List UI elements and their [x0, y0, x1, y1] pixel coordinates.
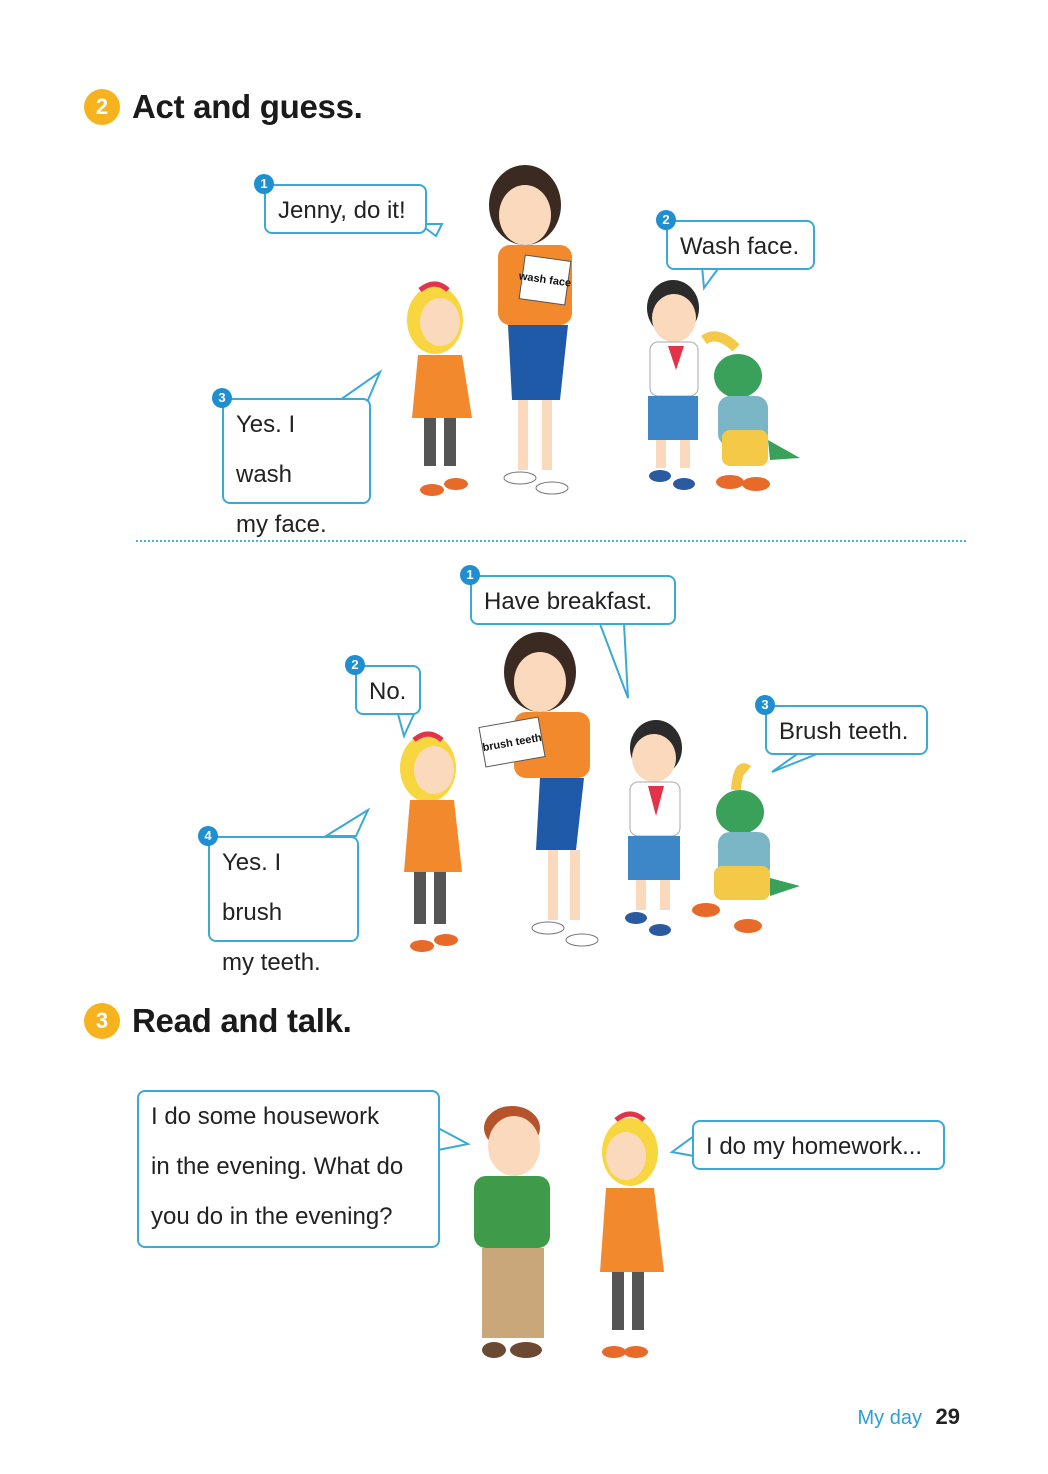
teacher-figure: [489, 165, 572, 494]
dinosaur-figure: [692, 768, 800, 933]
unit-name: My day: [857, 1407, 922, 1429]
card-wash-face: [517, 255, 572, 305]
speech-text-line-1: Yes. I wash: [236, 411, 296, 488]
section-number-badge: 3: [84, 1003, 120, 1039]
card-label: wash face: [518, 270, 572, 290]
page-footer: [857, 1404, 960, 1430]
speech-text-line-1: I do some housework: [151, 1103, 380, 1130]
speech-bubble-yes-i-brush: [204, 828, 359, 976]
speech-bubble-homework: [692, 1120, 945, 1170]
boy-figure: [625, 720, 682, 936]
section-divider: [136, 540, 966, 542]
man-figure: [474, 1106, 550, 1358]
speech-text: No.: [369, 678, 407, 705]
section-number-badge: 2: [84, 89, 120, 125]
speech-bubble-yes-i-wash: [218, 390, 371, 538]
bubble-tail: [438, 1128, 468, 1150]
dinosaur-figure: [704, 336, 800, 491]
speech-text-line-1: Yes. I brush: [222, 849, 283, 926]
speech-text-line-3: you do in the evening?: [151, 1203, 393, 1230]
section-title: Act and guess.: [132, 88, 363, 125]
bubble-tail: [398, 714, 414, 736]
speech-bubble-have-breakfast: [466, 567, 676, 625]
boy-figure: [647, 280, 699, 490]
speech-bubble-jenny-do-it: [260, 176, 427, 234]
speech-text-line-2: my teeth.: [222, 949, 321, 976]
speech-order-badge: 2: [345, 655, 365, 675]
speech-order-badge: 3: [755, 695, 775, 715]
speech-order-badge: 1: [254, 174, 274, 194]
girl-figure: [407, 284, 472, 496]
bubble-tail: [600, 624, 628, 698]
girl-figure: [600, 1114, 664, 1358]
speech-text: Have breakfast.: [484, 588, 653, 615]
speech-order-badge: 1: [460, 565, 480, 585]
speech-text: Jenny, do it!: [278, 197, 406, 224]
speech-text-line-2: in the evening. What do: [151, 1153, 404, 1180]
bubble-tail: [672, 1136, 694, 1156]
girl-figure: [400, 734, 462, 952]
speech-bubble-wash-face: [662, 212, 815, 270]
card-label: brush teeth: [481, 731, 543, 755]
speech-bubble-housework: [137, 1090, 440, 1248]
section-3-heading: [84, 1002, 352, 1040]
speech-text-line-2: my face.: [236, 511, 327, 538]
bubble-tail: [326, 810, 368, 836]
section-title: Read and talk.: [132, 1002, 352, 1039]
speech-text: Brush teeth.: [779, 718, 909, 745]
speech-order-badge: 2: [656, 210, 676, 230]
teacher-figure: [504, 632, 598, 946]
speech-text: I do my homework...: [706, 1133, 923, 1160]
speech-bubble-brush-teeth: [761, 697, 928, 755]
speech-bubble-no: [351, 657, 421, 715]
speech-text: Wash face.: [680, 233, 800, 260]
page-number: 29: [935, 1404, 960, 1429]
speech-order-badge: 3: [212, 388, 232, 408]
speech-order-badge: 4: [198, 826, 218, 846]
bubble-tail: [340, 372, 380, 400]
